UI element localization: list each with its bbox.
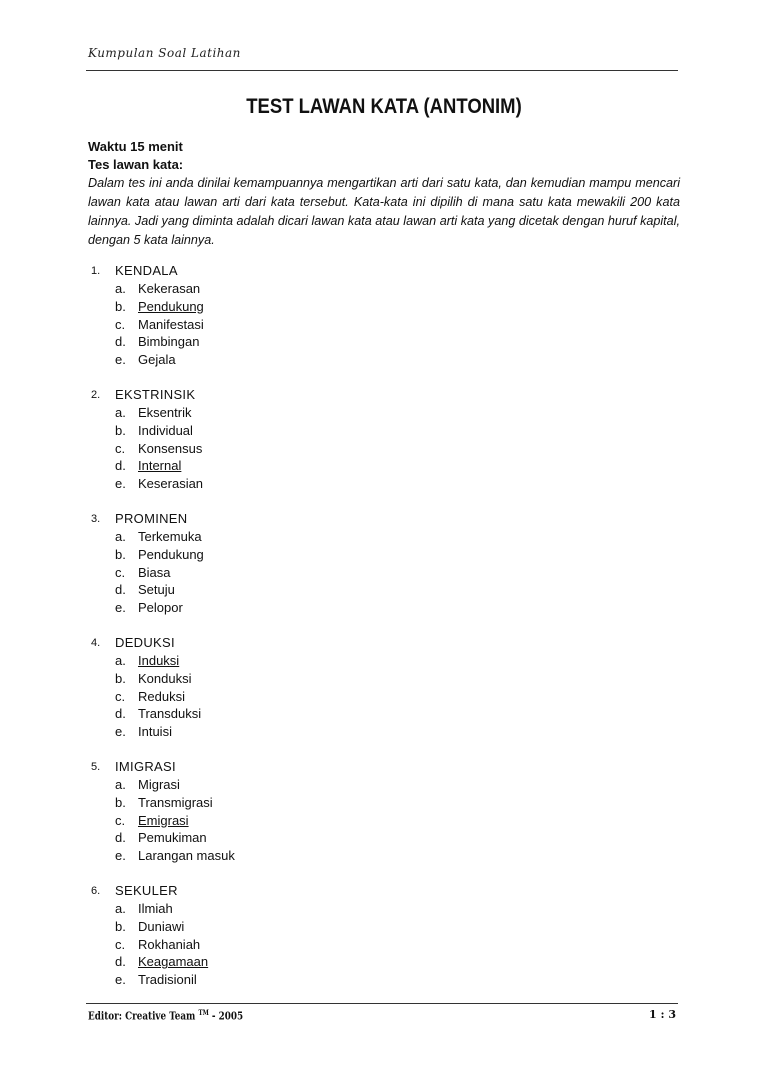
option-letter: c. (115, 936, 126, 952)
option-text: Reduksi (138, 688, 185, 704)
question-word: SEKULER (115, 882, 178, 898)
answer-option (88, 670, 680, 688)
footer-editor-text: Editor: Creative Team (88, 1009, 196, 1023)
answer-option (88, 564, 680, 582)
option-letter: d. (115, 458, 126, 474)
option-text: Terkemuka (138, 528, 202, 544)
question-item (88, 634, 680, 741)
answer-option (88, 581, 680, 599)
option-letter: c. (115, 688, 126, 704)
answer-option (88, 280, 680, 298)
option-letter: c. (115, 564, 126, 580)
option-letter: b. (115, 546, 126, 562)
option-text-answer: Keagamaan (138, 954, 209, 970)
option-text: Kekerasan (138, 281, 201, 296)
answer-option (88, 422, 680, 440)
option-text: Intuisi (138, 724, 172, 740)
answer-option (88, 936, 680, 954)
question-word: PROMINEN (115, 510, 188, 526)
option-letter: e. (115, 972, 126, 988)
option-letter: d. (115, 334, 126, 350)
answer-option (88, 457, 680, 475)
question-head (88, 634, 680, 652)
option-letter: e. (115, 848, 126, 864)
option-letter: a. (115, 900, 126, 916)
option-letter: e. (115, 600, 126, 616)
answer-option (88, 918, 680, 936)
option-text: Manifestasi (138, 316, 204, 332)
question-word: IMIGRASI (115, 758, 176, 774)
question-word: EKSTRINSIK (115, 386, 196, 402)
option-text: Gejala (138, 352, 176, 368)
test-meta (88, 138, 680, 250)
option-letter: b. (115, 670, 126, 686)
option-letter: b. (115, 794, 126, 810)
option-text-answer: Induksi (138, 652, 180, 668)
page-title: TEST LAWAN KATA (ANTONIM) (246, 95, 522, 118)
answer-option (88, 847, 680, 865)
option-text: Konduksi (138, 670, 192, 686)
question-item (88, 386, 680, 493)
option-letter: c. (115, 316, 126, 332)
answer-option (88, 298, 680, 316)
option-text: Duniawi (138, 918, 185, 934)
option-text: Konsensus (138, 440, 203, 456)
answer-option (88, 528, 680, 546)
option-text: Biasa (138, 564, 171, 580)
answer-option (88, 316, 680, 334)
option-text: Larangan masuk (138, 848, 235, 864)
option-text: Transduksi (138, 706, 202, 722)
page-number: 1 : 3 (648, 1008, 676, 1021)
option-text: Tradisionil (138, 972, 197, 988)
option-text: Rokhaniah (138, 936, 201, 952)
answer-option (88, 652, 680, 670)
option-text: Keserasian (138, 476, 204, 492)
question-head (88, 386, 680, 404)
answer-option (88, 971, 680, 989)
answer-option (88, 546, 680, 564)
instructions: Dalam tes ini anda dinilai kemampuannya mengartikan arti dari satu kata, dan kemudian mampu mencari lawan kata atau lawan arti dari kata tersebut. Kata-kata ini dipilih di mana satu kata mewakili 200 kata lainnya. Jadi yang diminta adalah dicari lawan kata atau lawan arti kata yang dicetak dengan huruf kapital, dengan 5 kata lainnya. (88, 176, 680, 247)
question-list (88, 262, 680, 1006)
option-letter: a. (115, 404, 126, 420)
answer-option (88, 953, 680, 971)
question-head (88, 882, 680, 900)
option-letter: e. (115, 352, 126, 368)
footer-rule (86, 1003, 678, 1004)
answer-option (88, 794, 680, 812)
footer-year: - 2005 (211, 1009, 244, 1023)
answer-option (88, 776, 680, 794)
option-text: Transmigrasi (138, 794, 213, 810)
option-letter: b. (115, 298, 126, 314)
footer-tm: TM (198, 1008, 209, 1017)
option-text: Pendukung (138, 546, 204, 562)
option-text-answer: Emigrasi (138, 812, 189, 828)
footer-editor (88, 1008, 243, 1023)
header-title: Kumpulan Soal Latihan (88, 46, 241, 60)
answer-option (88, 599, 680, 617)
question-number: 1. (91, 265, 101, 277)
answer-option (88, 475, 680, 493)
answer-option (88, 404, 680, 422)
option-letter: a. (115, 281, 126, 296)
option-text: Migrasi (138, 776, 180, 792)
option-letter: d. (115, 706, 126, 722)
option-letter: a. (115, 652, 126, 668)
option-letter: b. (115, 422, 126, 438)
answer-option (88, 688, 680, 706)
question-word: KENDALA (115, 263, 178, 278)
test-label: Tes lawan kata: (88, 157, 184, 172)
question-number: 3. (91, 512, 101, 525)
option-text-answer: Internal (138, 458, 182, 474)
option-letter: a. (115, 776, 126, 792)
option-letter: d. (115, 954, 126, 970)
answer-option (88, 351, 680, 369)
option-text: Eksentrik (138, 404, 192, 420)
option-text: Setuju (138, 582, 175, 598)
option-text: Bimbingan (138, 334, 200, 350)
question-number: 6. (91, 884, 101, 897)
answer-option (88, 812, 680, 830)
option-text-answer: Pendukung (138, 298, 204, 314)
question-head (88, 510, 680, 528)
time-limit: Waktu 15 menit (88, 139, 183, 154)
question-item (88, 758, 680, 865)
option-letter: e. (115, 476, 126, 492)
option-letter: d. (115, 582, 126, 598)
question-number: 2. (91, 388, 101, 401)
answer-option (88, 440, 680, 458)
option-letter: a. (115, 528, 126, 544)
option-text: Individual (138, 422, 193, 438)
question-number: 4. (91, 636, 101, 649)
option-letter: c. (115, 440, 126, 456)
question-item (88, 882, 680, 989)
option-text: Ilmiah (138, 900, 173, 916)
answer-option (88, 333, 680, 351)
answer-option (88, 705, 680, 723)
option-text: Pemukiman (138, 830, 207, 846)
option-text: Pelopor (138, 600, 183, 616)
question-head (88, 758, 680, 776)
question-number: 5. (91, 760, 101, 773)
question-word: DEDUKSI (115, 634, 175, 650)
question-item (88, 262, 680, 369)
answer-option (88, 900, 680, 918)
question-item (88, 510, 680, 617)
answer-option (88, 723, 680, 741)
option-letter: d. (115, 830, 126, 846)
option-letter: b. (115, 918, 126, 934)
answer-option (88, 829, 680, 847)
option-letter: e. (115, 724, 126, 740)
question-head (88, 262, 680, 280)
option-letter: c. (115, 812, 126, 828)
